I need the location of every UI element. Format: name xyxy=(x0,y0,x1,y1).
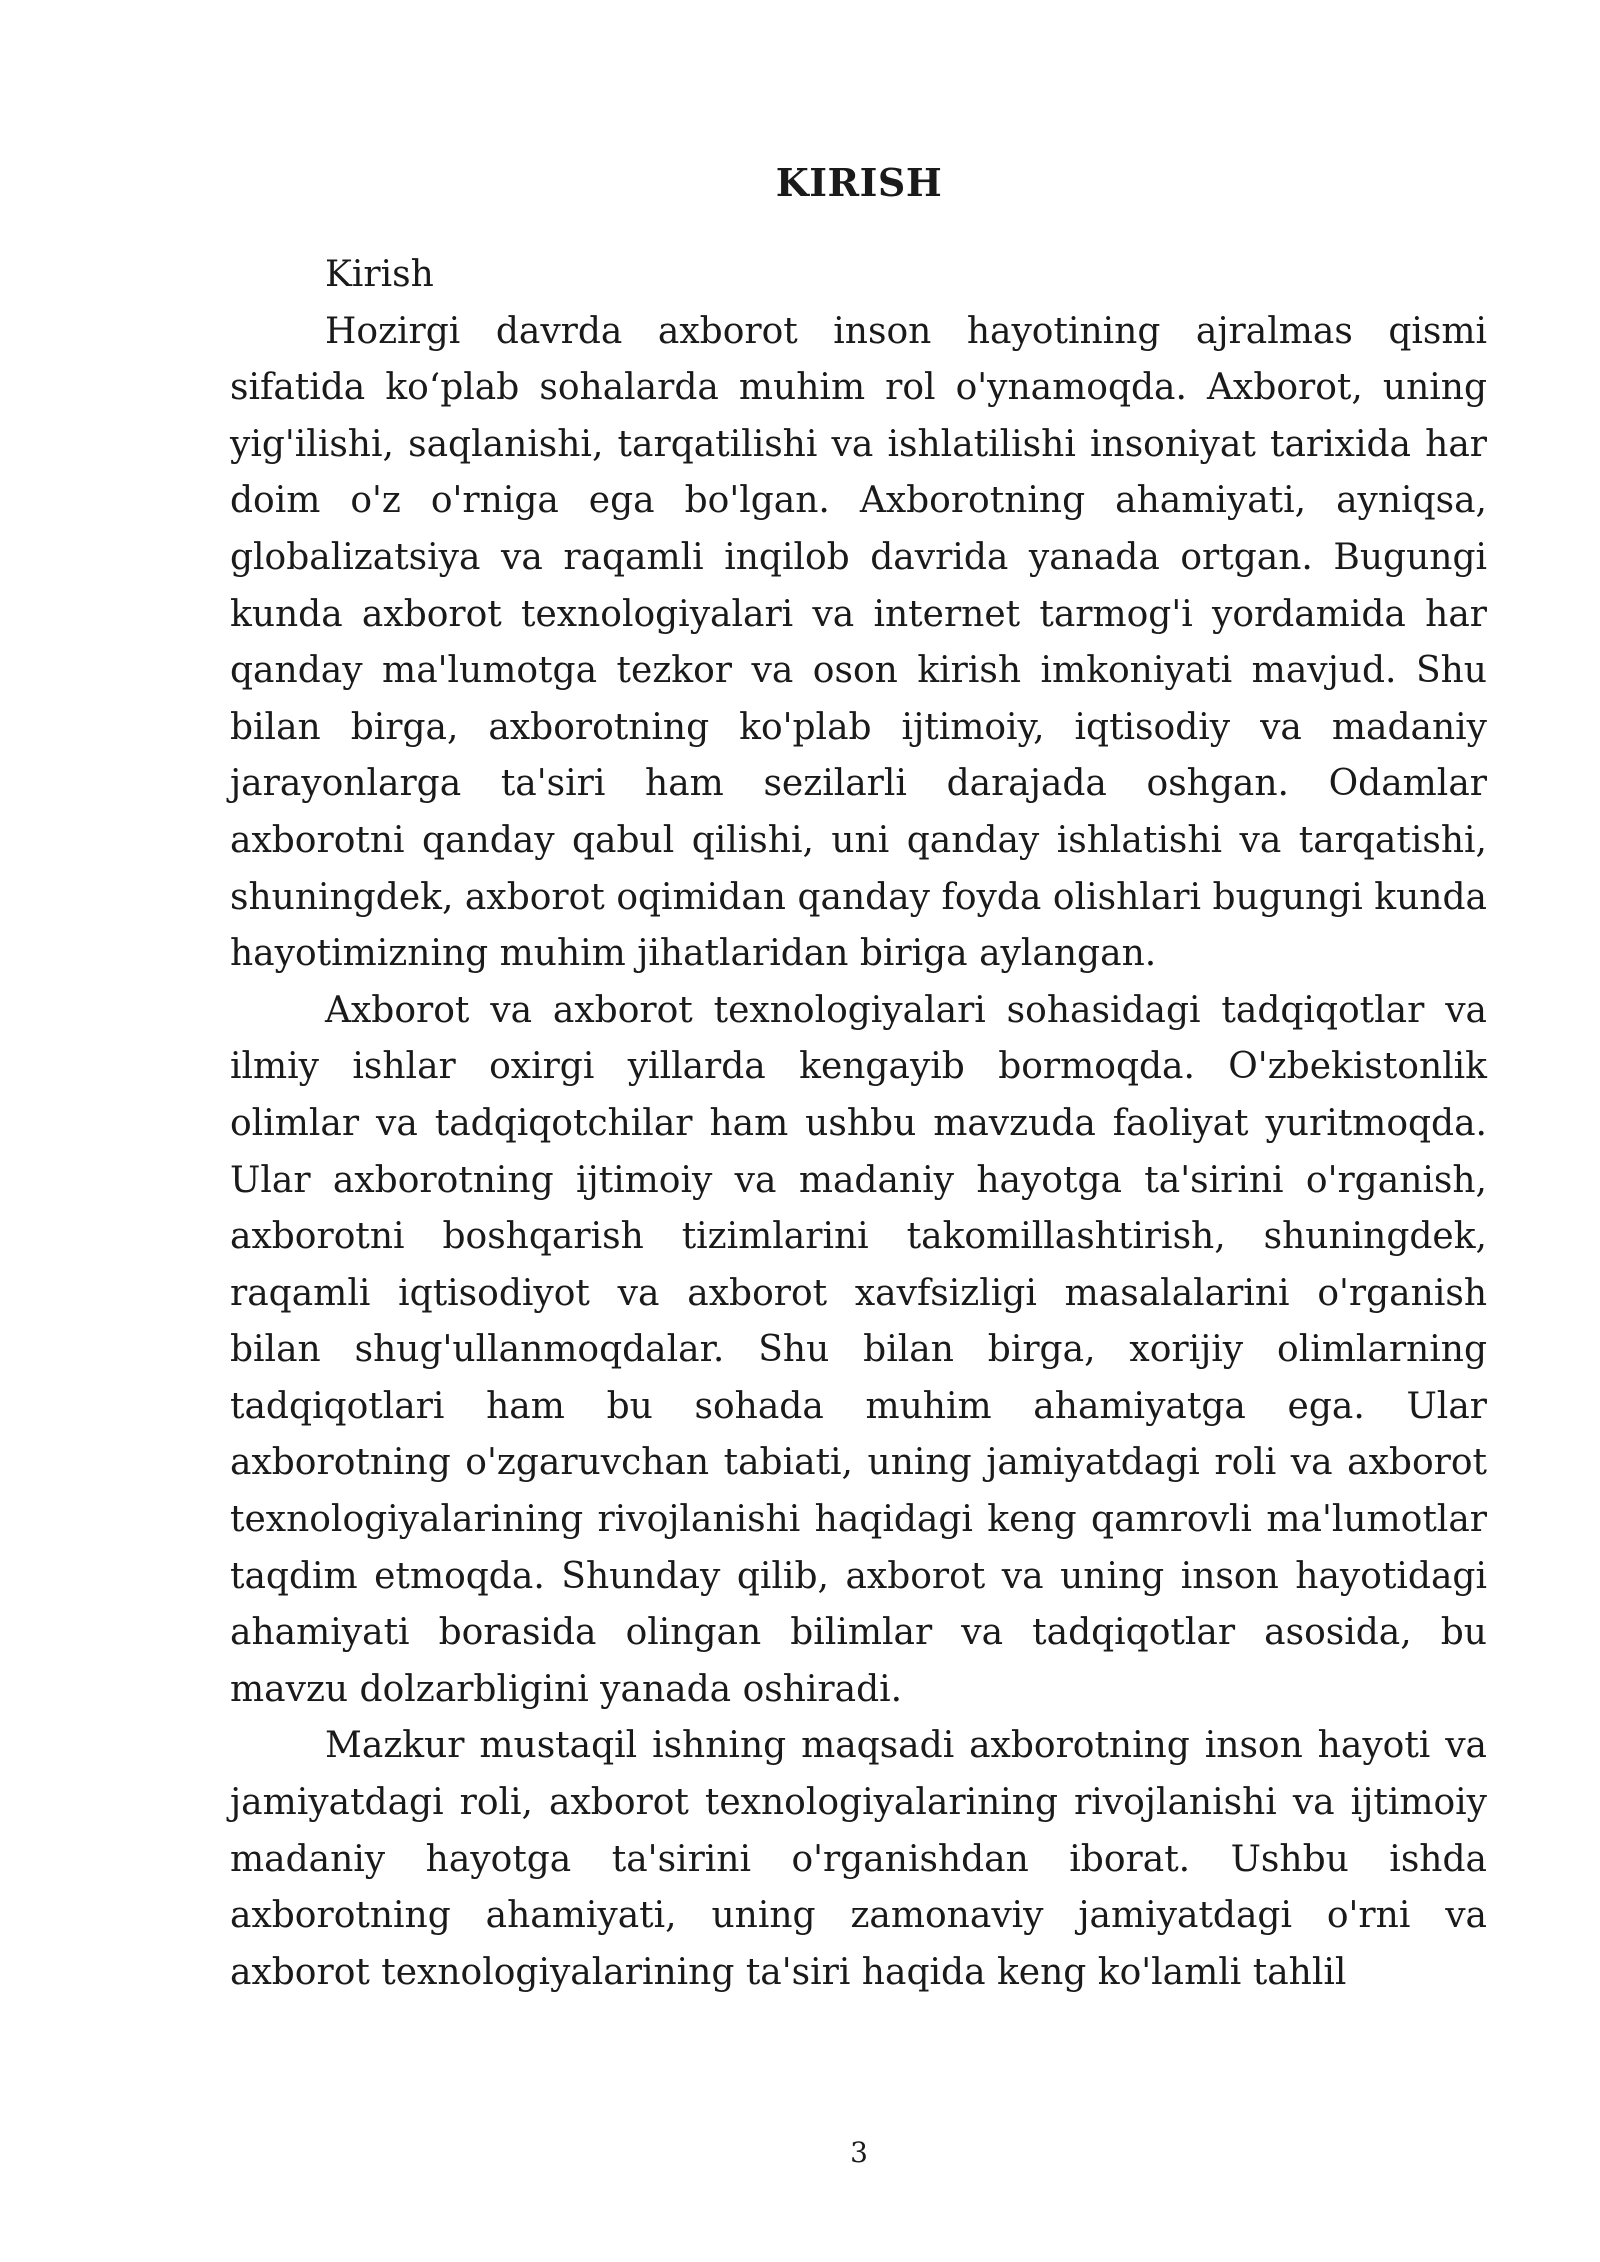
paragraph: Axborot va axborot texnologiyalari sohasidagi tadqiqotlar va ilmiy ishlar oxirgi yillarda kengayib bormoqda. O'zbekistonlik olimlar va tadqiqotchilar ham ushbu mavzuda faoliyat yuritmoqda. Ular axborotning ijtimoiy va madaniy hayotga ta'sirini o'rganish, axborotni boshqarish tizimlarini takomillashtirish, shuningdek, raqamli iqtisodiyot va axborot xavfsizligi masalalarini o'rganish bilan shug'ullanmoqdalar. Shu bilan birga, xorijiy olimlarning tadqiqotlari ham bu sohada muhim ahamiyatga ega. Ular axborotning o'zgaruvchan tabiati, uning jamiyatdagi roli va axborot texnologiyalarining rivojlanishi haqidagi keng qamrovli ma'lumotlar taqdim etmoqda. Shunday qilib, axborot va uning inson hayotidagi ahamiyati borasida olingan bilimlar va tadqiqotlar asosida, bu mavzu dolzarbligini yanada oshiradi. xyxy=(230,989,1487,1710)
paragraph: Hozirgi davrda axborot inson hayotining ajralmas qismi sifatida koʻplab sohalarda muhim rol o'ynamoqda. Axborot, uning yig'ilishi, saqlanishi, tarqatilishi va ishlatilishi insoniyat tarixida har doim o'z o'rniga ega bo'lgan. Axborotning ahamiyati, ayniqsa, globalizatsiya va raqamli inqilob davrida yanada ortgan. Bugungi kunda axborot texnologiyalari va internet tarmog'i yordamida har qanday ma'lumotga tezkor va oson kirish imkoniyati mavjud. Shu bilan birga, axborotning ko'plab ijtimoiy, iqtisodiy va madaniy jarayonlarga ta'siri ham sezilarli darajada oshgan. Odamlar axborotni qanday qabul qilishi, uni qanday ishlatishi va tarqatishi, shuningdek, axborot oqimidan qanday foyda olishlari bugungi kunda hayotimizning muhim jihatlaridan biriga aylangan. xyxy=(230,310,1487,975)
body-text xyxy=(230,247,1487,2001)
section-heading: KIRISH xyxy=(775,160,943,205)
page-number: 3 xyxy=(850,2136,868,2169)
paragraph-subtitle: Kirish xyxy=(325,254,434,295)
paragraph: Mazkur mustaqil ishning maqsadi axborotning inson hayoti va jamiyatdagi roli, axborot texnologiyalarining rivojlanishi va ijtimoiy madaniy hayotga ta'sirini o'rganishdan iborat. Ushbu ishda axborotning ahamiyati, uning zamonaviy jamiyatdagi o'rni va axborot texnologiyalarining ta'siri haqida keng ko'lamli tahlil xyxy=(230,1725,1487,1993)
